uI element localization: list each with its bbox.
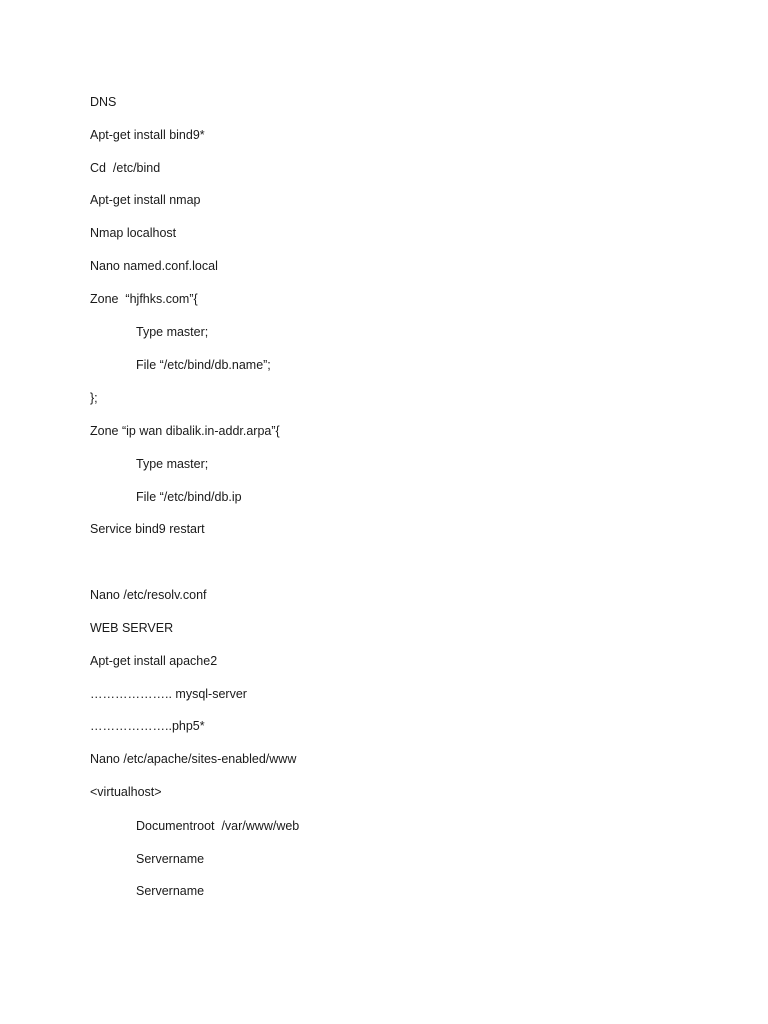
text-line: Apt-get install nmap: [90, 193, 201, 207]
text-line: Apt-get install apache2: [90, 654, 218, 668]
text-line: Service bind9 restart: [90, 522, 205, 536]
text-line-indented: Servername: [136, 852, 205, 866]
text-line: Zone “ip wan dibalik.in-addr.arpa”{: [90, 424, 280, 438]
text-line: Cd /etc/bind: [90, 161, 161, 175]
text-line: <virtualhost>: [90, 785, 162, 799]
text-line: Nmap localhost: [90, 226, 177, 240]
text-line: ………………..php5*: [90, 719, 205, 733]
text-line-indented: Type master;: [136, 457, 209, 471]
text-line: Nano named.conf.local: [90, 259, 218, 273]
text-line: WEB SERVER: [90, 621, 174, 635]
text-line: ……………….. mysql-server: [90, 687, 247, 701]
text-line-indented: File “/etc/bind/db.ip: [136, 490, 242, 504]
text-line: Nano /etc/apache/sites-enabled/www: [90, 752, 297, 766]
text-line: Apt-get install bind9*: [90, 128, 205, 142]
text-line: Nano /etc/resolv.conf: [90, 588, 207, 602]
text-line-indented: File “/etc/bind/db.name”;: [136, 358, 271, 372]
text-line: };: [90, 391, 98, 405]
text-line-indented: Servername: [136, 884, 205, 898]
text-line: DNS: [90, 95, 117, 109]
text-line: Zone “hjfhks.com”{: [90, 292, 198, 306]
text-line-indented: Type master;: [136, 325, 209, 339]
text-line-indented: Documentroot /var/www/web: [136, 819, 300, 833]
